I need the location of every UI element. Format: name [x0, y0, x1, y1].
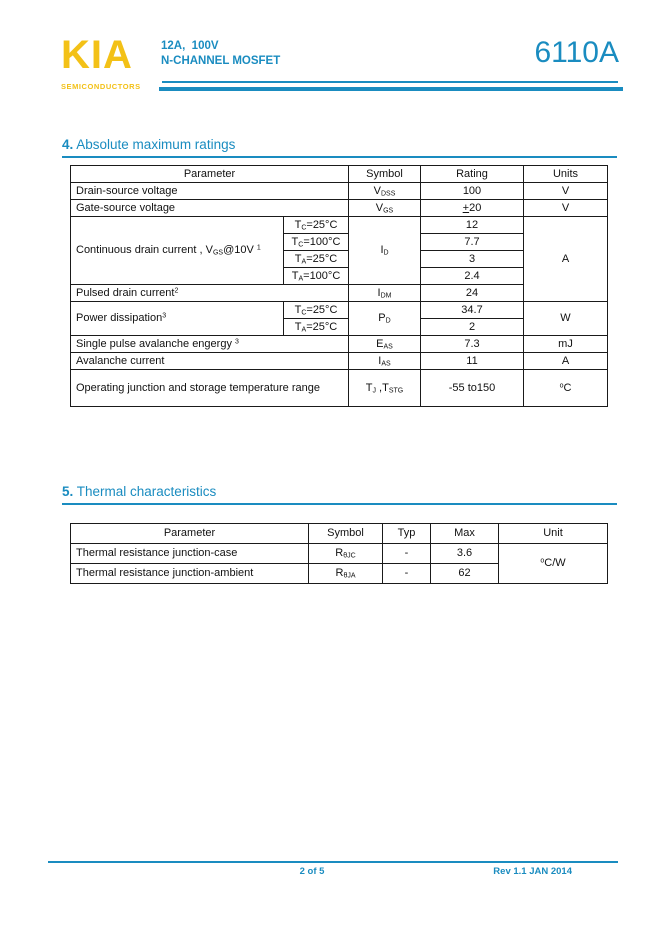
table-row — [71, 544, 608, 564]
table-cell — [71, 166, 349, 183]
section-4-title — [62, 137, 235, 152]
cell-text: V — [375, 201, 384, 214]
page-number: 2 of 5 — [299, 866, 325, 877]
table-cell — [71, 285, 349, 302]
cell-text: Single pulse avalanche engergy — [76, 337, 236, 350]
cell-text: + — [462, 201, 470, 214]
cell-text: @10V — [223, 244, 257, 257]
cell-text: o — [559, 382, 564, 390]
table-cell — [421, 234, 524, 251]
cell-text: A — [561, 354, 570, 367]
table-cell — [383, 544, 431, 564]
cell-text: =25°C — [306, 252, 338, 265]
table-cell — [284, 217, 349, 234]
cell-text: 24 — [465, 286, 479, 299]
cell-text: I — [377, 286, 381, 299]
table-row — [71, 370, 608, 407]
table-row — [71, 524, 608, 544]
cell-text: STG — [388, 387, 404, 395]
device-rating-line: 12A, 100V — [161, 40, 219, 52]
cell-text: C/W — [544, 557, 566, 570]
cell-text: Continuous drain current , V — [76, 244, 213, 257]
cell-text: =100°C — [303, 235, 341, 248]
cell-text: Operating junction and storage temperature range — [76, 381, 320, 394]
table-cell — [71, 564, 309, 584]
section-5-number: 5. — [62, 484, 74, 499]
table-cell — [71, 302, 284, 336]
table-cell — [421, 166, 524, 183]
cell-text: J — [372, 387, 376, 395]
cell-text: T — [294, 218, 302, 231]
section-4-number: 4. — [62, 137, 74, 152]
device-type-line: N-CHANNEL MOSFET — [161, 55, 281, 67]
table-cell — [421, 251, 524, 268]
table-cell — [383, 524, 431, 544]
cell-text: V — [373, 184, 381, 197]
table-cell — [421, 268, 524, 285]
section-4-rule — [62, 156, 617, 158]
section-4-label: Absolute maximum ratings — [73, 137, 236, 152]
cell-text: W — [560, 312, 571, 325]
table-cell — [499, 524, 608, 544]
cell-text: 3 — [162, 312, 167, 320]
table-cell — [71, 370, 349, 407]
table-cell — [524, 183, 608, 200]
cell-text: o — [540, 557, 545, 565]
table-cell — [421, 200, 524, 217]
cell-text: 100 — [462, 184, 482, 197]
cell-text: T — [291, 269, 299, 282]
cell-text: A — [298, 275, 304, 283]
table-cell — [349, 285, 421, 302]
cell-text: Parameter — [163, 527, 216, 540]
cell-text: 34.7 — [461, 303, 483, 316]
cell-text: Drain-source voltage — [76, 184, 178, 197]
cell-text: Avalanche current — [76, 354, 165, 367]
cell-text: 11 — [466, 354, 478, 367]
revision-label: Rev 1.1 JAN 2014 — [493, 866, 572, 877]
cell-text: 2.4 — [464, 269, 480, 282]
table-cell — [284, 251, 349, 268]
table-cell — [524, 166, 608, 183]
table-cell — [524, 200, 608, 217]
table-cell — [431, 564, 499, 584]
cell-text: Pulsed drain current — [76, 286, 175, 299]
cell-text: Symbol — [366, 167, 403, 180]
cell-text: Unit — [543, 527, 563, 540]
cell-text: 7.7 — [464, 235, 480, 248]
cell-text: 3 — [468, 252, 476, 265]
cell-text: Typ — [397, 527, 416, 540]
footer-rule — [48, 861, 618, 863]
kia-logo: KIA — [61, 33, 133, 77]
cell-text: D — [383, 249, 389, 257]
table-cell — [421, 319, 524, 336]
table-cell — [499, 544, 608, 584]
table-cell — [431, 544, 499, 564]
table-cell — [349, 217, 421, 285]
table-cell — [309, 524, 383, 544]
table-cell — [71, 200, 349, 217]
cell-text: A — [301, 326, 307, 334]
table-cell — [383, 564, 431, 584]
cell-text: V — [561, 184, 570, 197]
cell-text: Symbol — [327, 527, 364, 540]
logo-subtext: SEMICONDUCTORS — [61, 82, 141, 91]
cell-text: I — [378, 354, 382, 367]
table-cell — [349, 166, 421, 183]
cell-text: 3.6 — [456, 547, 473, 560]
table-cell — [309, 544, 383, 564]
table-cell — [524, 302, 608, 336]
table-cell — [349, 336, 421, 353]
table-cell — [421, 183, 524, 200]
cell-text: C — [563, 381, 572, 394]
header-rule-thick — [159, 87, 623, 91]
cell-text: R — [335, 547, 344, 560]
cell-text: AS — [381, 360, 391, 368]
cell-text: Parameter — [183, 167, 236, 180]
cell-text: 2 — [174, 287, 179, 295]
table-cell — [421, 217, 524, 234]
cell-text: P — [378, 312, 386, 325]
data-table — [70, 523, 608, 584]
table-row — [71, 336, 608, 353]
cell-text: 7.3 — [464, 337, 480, 350]
table-row — [71, 353, 608, 370]
section-5-rule — [62, 503, 617, 505]
cell-text: T — [294, 252, 302, 265]
cell-text: 1 — [256, 244, 261, 252]
table-cell — [284, 234, 349, 251]
table-cell — [284, 319, 349, 336]
section-5-label: Thermal characteristics — [73, 484, 217, 499]
table-cell — [349, 370, 421, 407]
cell-text: AS — [383, 343, 393, 351]
table-cell — [421, 370, 524, 407]
abs-max-ratings-table — [70, 165, 608, 407]
cell-text: T — [294, 320, 302, 333]
table-cell — [431, 524, 499, 544]
table-cell — [421, 353, 524, 370]
table-row — [71, 166, 608, 183]
cell-text: - — [404, 547, 409, 560]
table-cell — [349, 200, 421, 217]
table-row — [71, 302, 608, 319]
cell-text: V — [561, 201, 570, 214]
section-5-title — [62, 484, 216, 499]
table-row — [71, 183, 608, 200]
device-summary — [161, 39, 280, 69]
cell-text: -55 to150 — [448, 381, 496, 394]
cell-text: DSS — [380, 190, 396, 198]
table-cell — [349, 183, 421, 200]
cell-text: Rating — [456, 167, 488, 180]
cell-text: T — [291, 235, 299, 248]
table-cell — [71, 544, 309, 564]
cell-text: θJC — [343, 552, 356, 560]
table-cell — [421, 302, 524, 319]
cell-text: GS — [212, 249, 224, 257]
table-row — [71, 217, 608, 234]
cell-text: C — [301, 309, 307, 317]
cell-text: D — [385, 317, 391, 325]
thermal-characteristics-table — [70, 523, 608, 584]
cell-text: Thermal resistance junction-case — [76, 547, 238, 560]
cell-text: ,T — [376, 381, 389, 394]
cell-text: - — [404, 567, 409, 580]
table-cell — [71, 217, 284, 285]
table-cell — [284, 268, 349, 285]
cell-text: Units — [552, 167, 579, 180]
table-cell — [71, 353, 349, 370]
table-cell — [421, 336, 524, 353]
cell-text: A — [301, 258, 307, 266]
header-rule-thin — [162, 81, 618, 83]
table-cell — [349, 353, 421, 370]
cell-text: 3 — [235, 338, 239, 346]
cell-text: T — [365, 381, 373, 394]
cell-text: =25°C — [306, 303, 338, 316]
table-cell — [71, 524, 309, 544]
cell-text: DM — [380, 292, 392, 300]
cell-text: mJ — [558, 337, 573, 350]
table-cell — [284, 302, 349, 319]
cell-text: =25°C — [306, 320, 338, 333]
cell-text: θJA — [343, 572, 356, 580]
data-table — [70, 165, 608, 407]
cell-text: A — [561, 252, 570, 265]
cell-text: Power dissipation — [76, 312, 163, 325]
table-cell — [524, 217, 608, 302]
table-cell — [524, 370, 608, 407]
cell-text: GS — [383, 207, 394, 215]
part-number: 6110A — [534, 36, 619, 69]
cell-text: =25°C — [306, 218, 338, 231]
table-cell — [421, 285, 524, 302]
cell-text: =100°C — [303, 269, 341, 282]
cell-text: Thermal resistance junction-ambient — [76, 567, 254, 580]
cell-text: 12 — [465, 218, 479, 231]
cell-text: Gate-source voltage — [76, 201, 176, 214]
table-row — [71, 200, 608, 217]
cell-text: 20 — [469, 201, 482, 214]
table-cell — [349, 302, 421, 336]
cell-text: 2 — [468, 320, 476, 333]
table-cell — [309, 564, 383, 584]
cell-text: C — [301, 224, 307, 232]
cell-text: Max — [454, 527, 475, 540]
cell-text: C — [298, 241, 304, 249]
cell-text: I — [380, 244, 384, 257]
cell-text: 62 — [458, 567, 471, 580]
table-cell — [524, 336, 608, 353]
cell-text: R — [335, 567, 344, 580]
table-cell — [524, 353, 608, 370]
table-cell — [71, 336, 349, 353]
cell-text: T — [294, 303, 302, 316]
cell-text: E — [376, 337, 384, 350]
table-cell — [71, 183, 349, 200]
